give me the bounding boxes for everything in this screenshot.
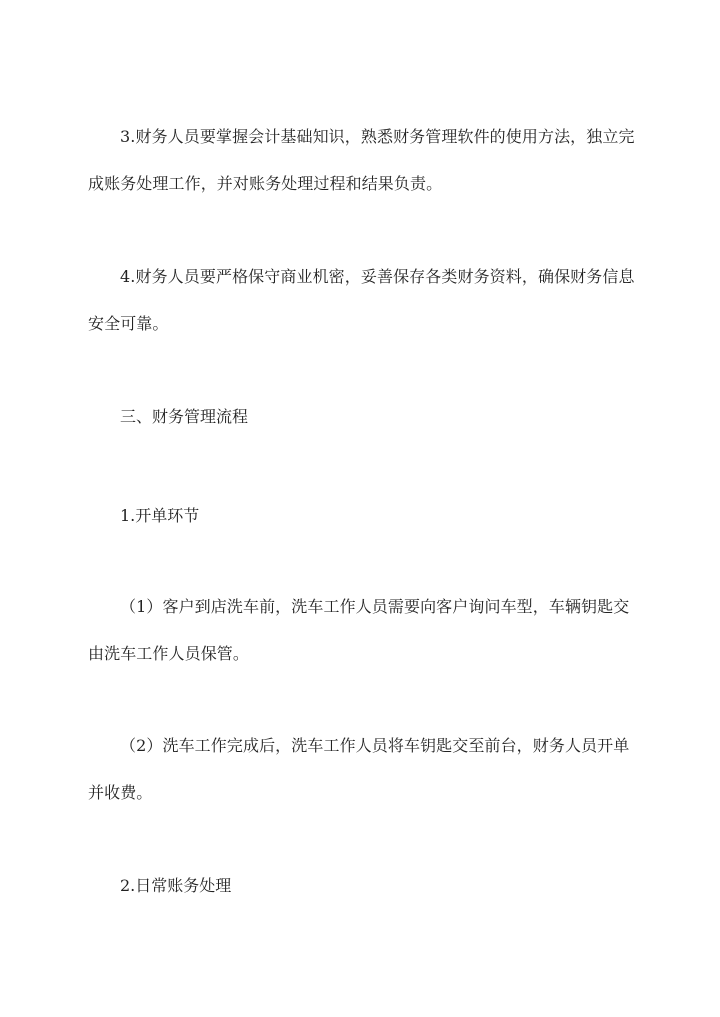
subheading-daily-accounting: 2.日常账务处理 bbox=[120, 876, 232, 895]
subheading-billing: 1.开单环节 bbox=[120, 506, 200, 525]
paragraph-confidentiality: 4.财务人员要严格保守商业机密，妥善保存各类财务资料，确保财务信息安全可靠。 bbox=[88, 267, 635, 333]
paragraph-billing-step-1: （1）客户到店洗车前，洗车工作人员需要向客户询问车型，车辆钥匙交由洗车工作人员保管。 bbox=[88, 597, 630, 663]
paragraph-accounting-knowledge: 3.财务人员要掌握会计基础知识，熟悉财务管理软件的使用方法，独立完成账务处理工作，并对账务处理过程和结果负责。 bbox=[88, 127, 635, 193]
paragraph-billing-step-2: （2）洗车工作完成后，洗车工作人员将车钥匙交至前台，财务人员开单并收费。 bbox=[88, 736, 630, 802]
section-heading-finance-process: 三、财务管理流程 bbox=[120, 407, 249, 426]
